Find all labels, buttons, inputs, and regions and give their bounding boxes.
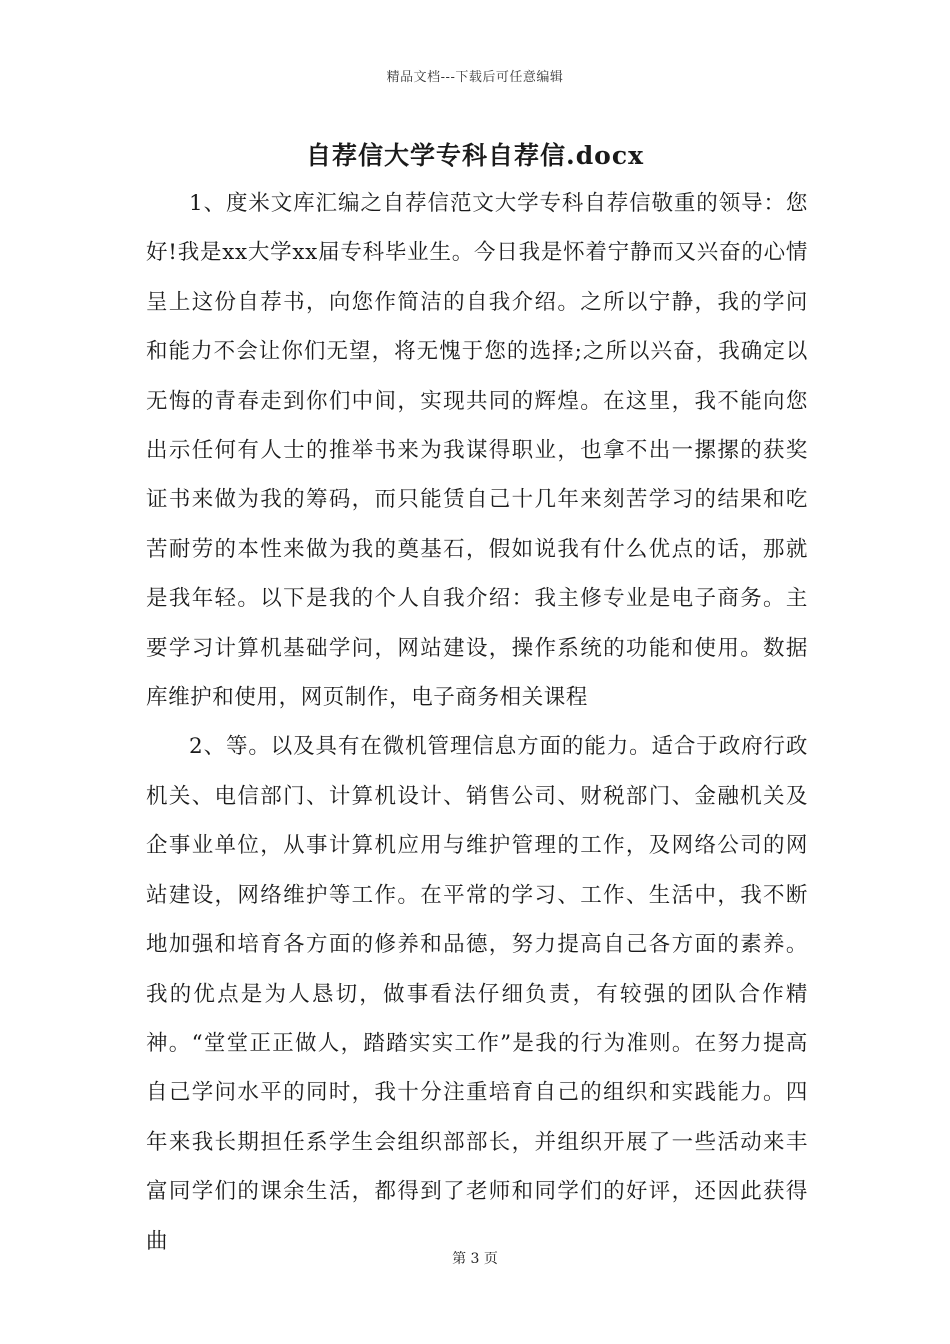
paragraph-2: 2、等。以及具有在微机管理信息方面的能力。适合于政府行政机关、电信部门、计算机设计、销售公司、财税部门、金融机关及企事业单位，从事计算机应用与维护管理的工作，及网络公司的网站建设，网络维护等工作。在平常的学习、工作、生活中，我不断地加强和培育各方面的修养和品德，努力提高自己各方面的素养。我的优点是为人恳切，做事看法仔细负责，有较强的团队合作精神。“堂堂正正做人，踏踏实实工作”是我的行为准则。在努力提高自己学问水平的同时，我十分注重培育自己的组织和实践能力。四年来我长期担任系学生会组织部部长，并组织开展了一些活动来丰富同学们的课余生活，都得到了老师和同学们的好评，还因此获得曲 (146, 734, 808, 1254)
paragraph-1: 1、度米文库汇编之自荐信范文大学专科自荐信敬重的领导：您好!我是xx大学xx届专科毕业生。今日我是怀着宁静而又兴奋的心情呈上这份自荐书，向您作简洁的自我介绍。之所以宁静，我的学问和能力不会让你们无望，将无愧于您的选择;之所以兴奋，我确定以无悔的青春走到你们中间，实现共同的辉煌。在这里，我不能向您出示任何有人士的推举书来为我谋得职业，也拿不出一摞摞的获奖证书来做为我的筹码，而只能赁自己十几年来刻苦学习的结果和吃苦耐劳的本性来做为我的奠基石，假如说我有什么优点的话，那就是我年轻。以下是我的个人自我介绍：我主修专业是电子商务。主要学习计算机基础学问，网站建设，操作系统的功能和使用。数据库维护和使用，网页制作，电子商务相关课程 (146, 191, 808, 711)
document-title: 自荐信大学专科自荐信.docx (306, 141, 644, 170)
page-header-note: 精品文档---下载后可任意编辑 (386, 70, 564, 85)
page-number: 第 3 页 (452, 1251, 498, 1267)
document-body (146, 179, 808, 1266)
